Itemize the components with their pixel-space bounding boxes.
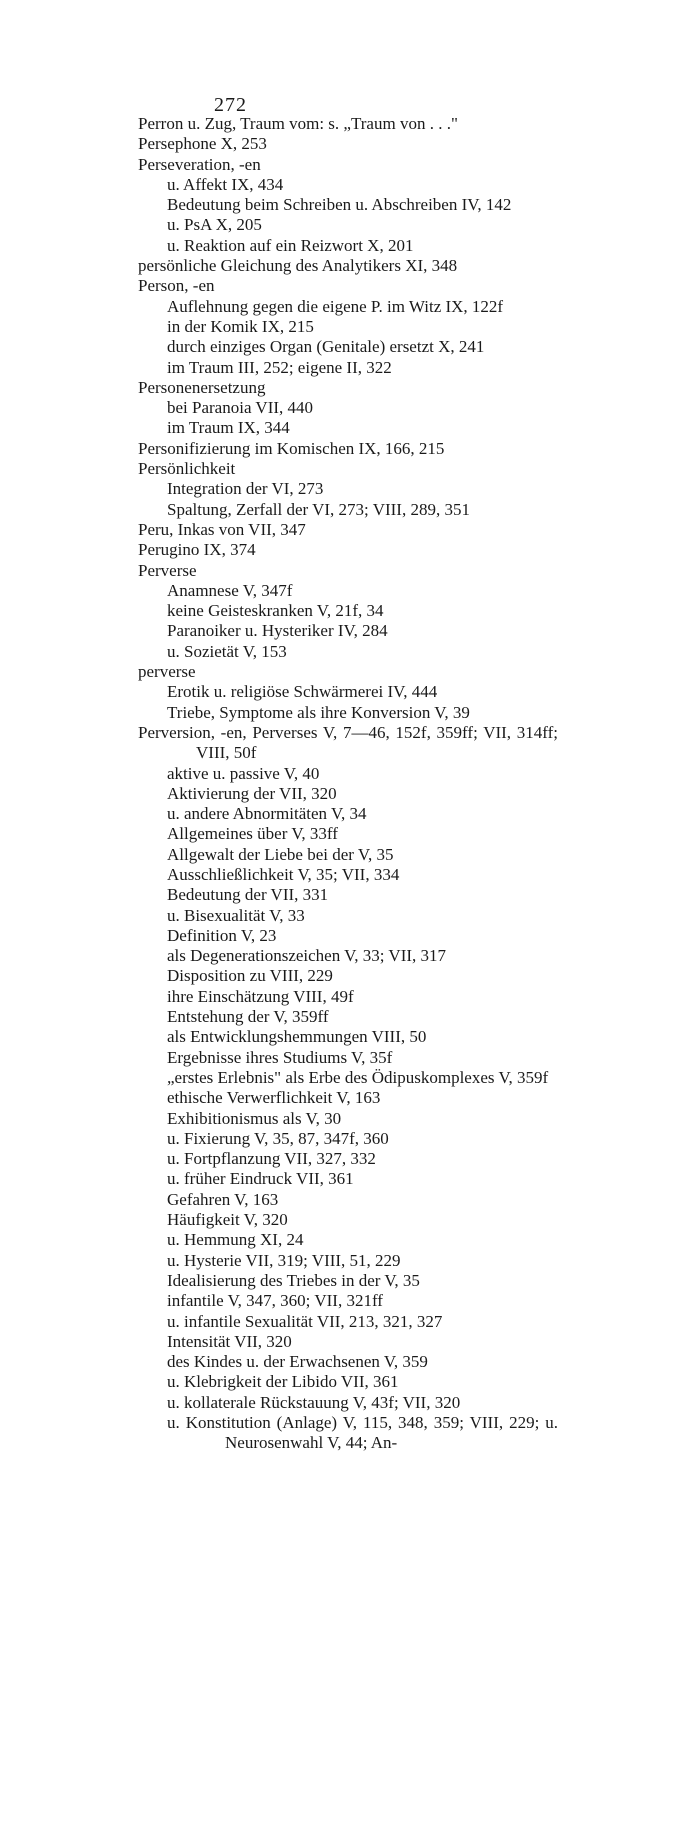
index-subentry: Ausschließlichkeit V, 35; VII, 334 (167, 864, 400, 884)
index-subentry: u. Klebrigkeit der Libido VII, 361 (167, 1372, 399, 1392)
index-subentry: ihre Einschätzung VIII, 49f (167, 986, 354, 1006)
index-subentry: u. Fortpflanzung VII, 327, 332 (167, 1149, 376, 1169)
index-headword: Person, -en (138, 276, 215, 296)
index-list (138, 114, 558, 1454)
index-headword: Personifizierung im Komischen IX, 166, 215 (138, 438, 445, 458)
index-subentry: Disposition zu VIII, 229 (167, 966, 333, 986)
page-number: 272 (214, 94, 247, 116)
index-headword: Persephone X, 253 (138, 134, 267, 154)
index-headword: Perverse (138, 560, 197, 580)
index-subentry: u. infantile Sexualität VII, 213, 321, 327 (167, 1311, 443, 1331)
index-subentry: infantile V, 347, 360; VII, 321ff (167, 1291, 383, 1311)
index-subentry: Allgewalt der Liebe bei der V, 35 (167, 844, 394, 864)
index-subentry: u. Hemmung XI, 24 (167, 1230, 304, 1250)
index-subentry: Integration der VI, 273 (167, 479, 324, 499)
index-subentry: Bedeutung beim Schreiben u. Abschreiben IV, 142 (167, 195, 512, 215)
index-subentry: Exhibitionismus als V, 30 (167, 1108, 342, 1128)
index-subentry: u. andere Abnormitäten V, 34 (167, 804, 367, 824)
index-subentry: als Entwicklungshemmungen VIII, 50 (167, 1027, 427, 1047)
index-subentry: Gefahren V, 163 (167, 1189, 279, 1209)
index-subentry: keine Geisteskranken V, 21f, 34 (167, 601, 384, 621)
index-subentry: im Traum III, 252; eigene II, 322 (167, 357, 392, 377)
index-subentry: Erotik u. religiöse Schwärmerei IV, 444 (167, 682, 438, 702)
index-subentry: Auflehnung gegen die eigene P. im Witz IX, 122f (167, 296, 504, 316)
index-subentry: Entstehung der V, 359ff (167, 1007, 329, 1027)
index-subentry: des Kindes u. der Erwachsenen V, 359 (167, 1352, 428, 1372)
index-subentry: u. früher Eindruck VII, 361 (167, 1169, 354, 1189)
index-headword: Perseveration, -en (138, 154, 261, 174)
index-subentry: bei Paranoia VII, 440 (167, 398, 314, 418)
index-subentry: Idealisierung des Triebes in der V, 35 (167, 1270, 420, 1290)
index-subentry: in der Komik IX, 215 (167, 316, 314, 336)
index-headword: perverse (138, 662, 196, 682)
index-subentry: im Traum IX, 344 (167, 418, 290, 438)
index-subentry: u. kollaterale Rückstauung V, 43f; VII, 320 (167, 1392, 461, 1412)
index-subentry: „erstes Erlebnis" als Erbe des Ödipuskomplexes V, 359f (167, 1067, 549, 1087)
index-subentry: u. Sozietät V, 153 (167, 641, 287, 661)
index-subentry: u. PsA X, 205 (167, 215, 262, 235)
index-subentry: Häufigkeit V, 320 (167, 1210, 288, 1230)
index-subentry: Anamnese V, 347f (167, 580, 293, 600)
index-headword: Personenersetzung (138, 377, 266, 397)
index-subentry: u. Bisexualität V, 33 (167, 905, 305, 925)
index-headword: Perugino IX, 374 (138, 540, 256, 560)
index-subentry: u. Konstitution (Anlage) V, 115, 348, 359; VIII, 229; u. Neurosenwahl V, 44; An- (167, 1413, 558, 1453)
index-headword: Peru, Inkas von VII, 347 (138, 519, 306, 539)
index-subentry: ethische Verwerflichkeit V, 163 (167, 1088, 381, 1108)
index-subentry: u. Fixierung V, 35, 87, 347f, 360 (167, 1128, 389, 1148)
index-headword: persönliche Gleichung des Analytikers XI, 348 (138, 256, 458, 276)
index-subentry: Allgemeines über V, 33ff (167, 824, 338, 844)
index-subentry: durch einziges Organ (Genitale) ersetzt X, 241 (167, 337, 485, 357)
index-subentry: u. Affekt IX, 434 (167, 174, 284, 194)
index-subentry: Intensität VII, 320 (167, 1331, 292, 1351)
index-headword: Perron u. Zug, Traum vom: s. „Traum von . . ." (138, 114, 458, 133)
index-subentry: Definition V, 23 (167, 925, 277, 945)
index-subentry: aktive u. passive V, 40 (167, 763, 320, 783)
index-subentry: Triebe, Symptome als ihre Konversion V, 39 (167, 702, 470, 722)
index-subentry: Paranoiker u. Hysteriker IV, 284 (167, 621, 388, 641)
index-subentry: Spaltung, Zerfall der VI, 273; VIII, 289, 351 (167, 499, 470, 519)
index-headword: Perversion, -en, Perverses V, 7—46, 152f, 359ff; VII, 314ff; VIII, 50f (138, 722, 558, 763)
index-subentry: u. Reaktion auf ein Reizwort X, 201 (167, 235, 414, 255)
index-subentry: Aktivierung der VII, 320 (167, 783, 337, 803)
index-subentry: u. Hysterie VII, 319; VIII, 51, 229 (167, 1250, 401, 1270)
index-headword: Persönlichkeit (138, 459, 236, 479)
index-subentry: als Degenerationszeichen V, 33; VII, 317 (167, 946, 447, 966)
index-subentry: Ergebnisse ihres Studiums V, 35f (167, 1047, 393, 1067)
index-subentry: Bedeutung der VII, 331 (167, 885, 329, 905)
